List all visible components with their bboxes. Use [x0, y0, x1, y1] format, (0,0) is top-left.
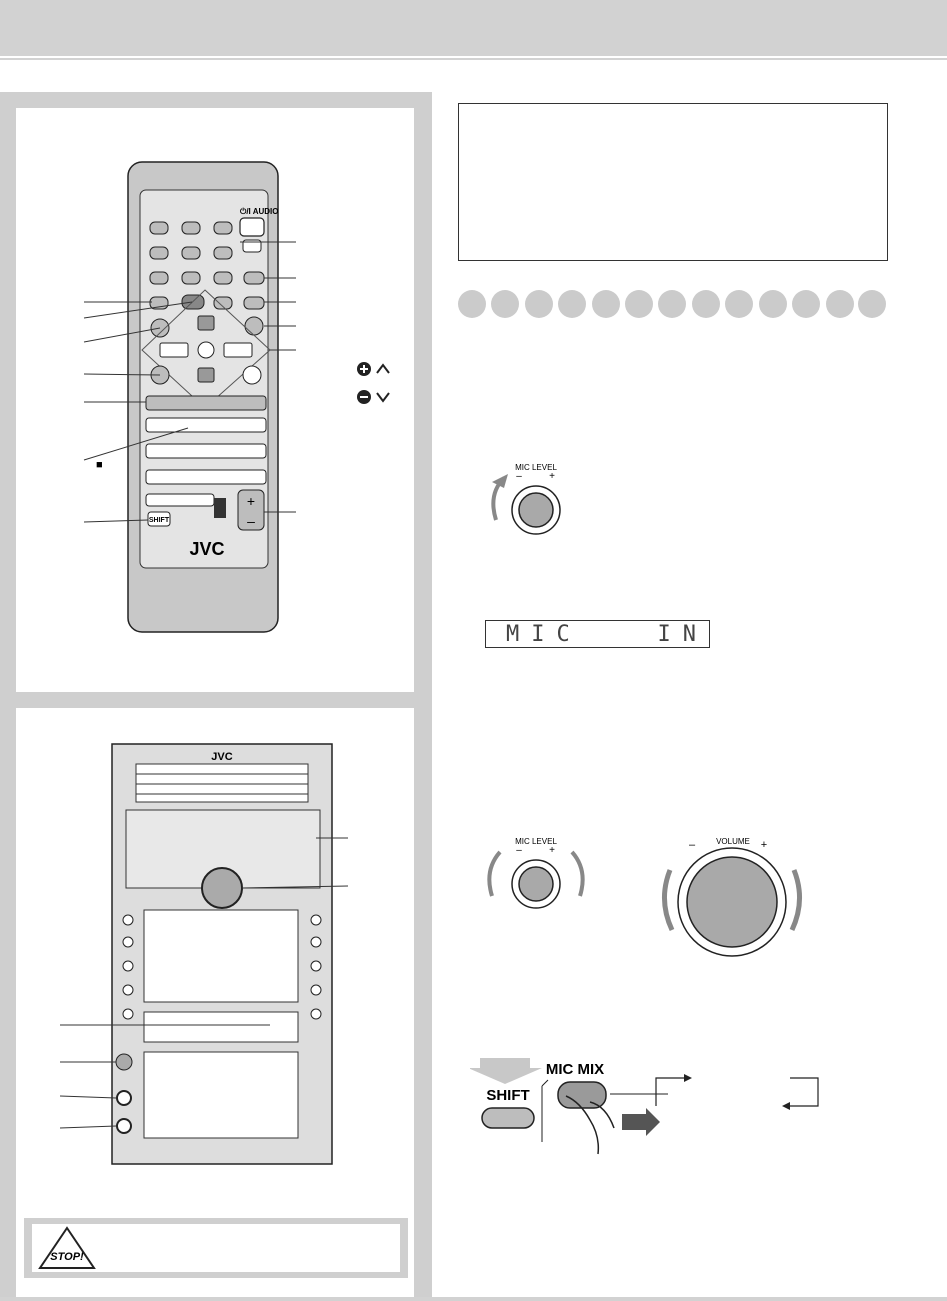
step-dot-row	[458, 290, 888, 320]
mic-level-knob-figure-2	[478, 830, 598, 930]
note-box	[458, 103, 888, 261]
mic-level-plus: +	[549, 471, 555, 482]
footer-rule	[0, 1297, 947, 1301]
remote-round-button[interactable]	[243, 366, 261, 384]
volume-knob-figure	[658, 830, 808, 960]
mic-level-slider[interactable]	[214, 498, 226, 518]
audio-label: ⏻/I AUDIO	[240, 207, 279, 216]
remote-button[interactable]	[214, 272, 232, 284]
lcd-text: MIC IN	[506, 622, 708, 647]
rotate-right-arrow-icon	[572, 852, 583, 896]
step-dot	[458, 290, 486, 318]
unit-tape-deck	[144, 1052, 298, 1138]
rotate-left-arrow-icon	[489, 852, 500, 896]
lcd-display	[485, 620, 710, 648]
stop-label: STOP!	[50, 1251, 84, 1263]
step-dot	[625, 290, 653, 318]
nav-center-button[interactable]	[198, 342, 214, 358]
volume-label: VOLUME	[716, 837, 750, 846]
header-bar	[0, 0, 947, 56]
mic-level-plus: +	[549, 845, 555, 856]
remote-button[interactable]	[214, 247, 232, 259]
step-dot	[759, 290, 787, 318]
right-arrow-icon	[622, 1108, 660, 1136]
shift-mic-mix-figure	[470, 1050, 830, 1160]
cycle-line-left	[656, 1078, 684, 1106]
mic-level-label: MIC LEVEL	[515, 463, 557, 472]
transport-row[interactable]	[146, 396, 266, 410]
mic-mix-text: MIC MIX	[545, 1061, 605, 1078]
rotate-right-arrow-icon	[792, 870, 800, 930]
step-dot	[725, 290, 753, 318]
remote-button[interactable]	[244, 297, 264, 309]
unit-tape-deck-top	[144, 1012, 298, 1042]
warning-box	[24, 1218, 408, 1278]
mic-level-minus: –	[516, 471, 522, 482]
mic-level-knob[interactable]	[519, 867, 553, 901]
volume-minus-label: –	[247, 513, 255, 529]
shift-button[interactable]	[482, 1108, 534, 1128]
nav-up-button[interactable]	[198, 316, 214, 330]
cycle-line-right	[790, 1078, 818, 1106]
warning-inner	[32, 1224, 400, 1272]
unit-display	[144, 910, 298, 1002]
plus-circle-icon	[357, 362, 371, 376]
button-row[interactable]	[146, 418, 266, 432]
stop-symbol-icon: ■	[96, 459, 103, 471]
caret-down-icon	[377, 393, 389, 401]
nav-down-button[interactable]	[198, 368, 214, 382]
remote-illustration	[0, 150, 420, 650]
audio-power-button[interactable]	[240, 218, 264, 236]
unit-mic-jack[interactable]	[117, 1091, 131, 1105]
mic-level-knob[interactable]	[519, 493, 553, 527]
mic-level-label: MIC LEVEL	[515, 837, 557, 846]
remote-button[interactable]	[150, 272, 168, 284]
mic-level-knob-figure	[478, 460, 588, 550]
remote-button[interactable]	[182, 272, 200, 284]
shift-label: SHIFT	[148, 517, 170, 524]
remote-brand: JVC	[189, 539, 225, 559]
nav-left-button[interactable]	[160, 343, 188, 357]
mic-level-minus: –	[516, 845, 522, 856]
unit-mic-level-knob[interactable]	[116, 1054, 132, 1070]
step-dot	[525, 290, 553, 318]
minus-circle-icon	[357, 390, 371, 404]
remote-button[interactable]	[214, 222, 232, 234]
unit-volume-knob[interactable]	[202, 868, 242, 908]
volume-plus: +	[760, 839, 768, 851]
step-dot	[658, 290, 686, 318]
remote-button[interactable]	[244, 272, 264, 284]
unit-illustration	[60, 740, 360, 1170]
caret-up-icon	[377, 365, 389, 373]
nav-right-button[interactable]	[224, 343, 252, 357]
unit-brand: JVC	[211, 751, 233, 763]
remote-button[interactable]	[150, 247, 168, 259]
step-dot	[692, 290, 720, 318]
step-dot	[491, 290, 519, 318]
button-row[interactable]	[146, 470, 266, 484]
shift-text: SHIFT	[486, 1087, 530, 1104]
button-row[interactable]	[146, 494, 214, 506]
remote-button[interactable]	[182, 247, 200, 259]
remote-round-button[interactable]	[245, 317, 263, 335]
step-dot	[558, 290, 586, 318]
remote-button[interactable]	[182, 222, 200, 234]
stop-icon	[32, 1224, 102, 1272]
press-arrow-icon	[470, 1058, 542, 1084]
rotate-left-arrow-icon	[664, 870, 672, 930]
step-dot	[592, 290, 620, 318]
step-dot	[858, 290, 886, 318]
step-dot	[792, 290, 820, 318]
header-rule	[0, 58, 947, 60]
step-dot	[826, 290, 854, 318]
remote-button[interactable]	[150, 222, 168, 234]
button-row[interactable]	[146, 444, 266, 458]
volume-plus-label: +	[246, 493, 256, 509]
unit-phones-jack[interactable]	[117, 1119, 131, 1133]
volume-knob[interactable]	[687, 857, 777, 947]
volume-minus: –	[688, 839, 696, 851]
unit-vent	[136, 764, 308, 802]
mic-mix-button[interactable]	[558, 1082, 606, 1108]
